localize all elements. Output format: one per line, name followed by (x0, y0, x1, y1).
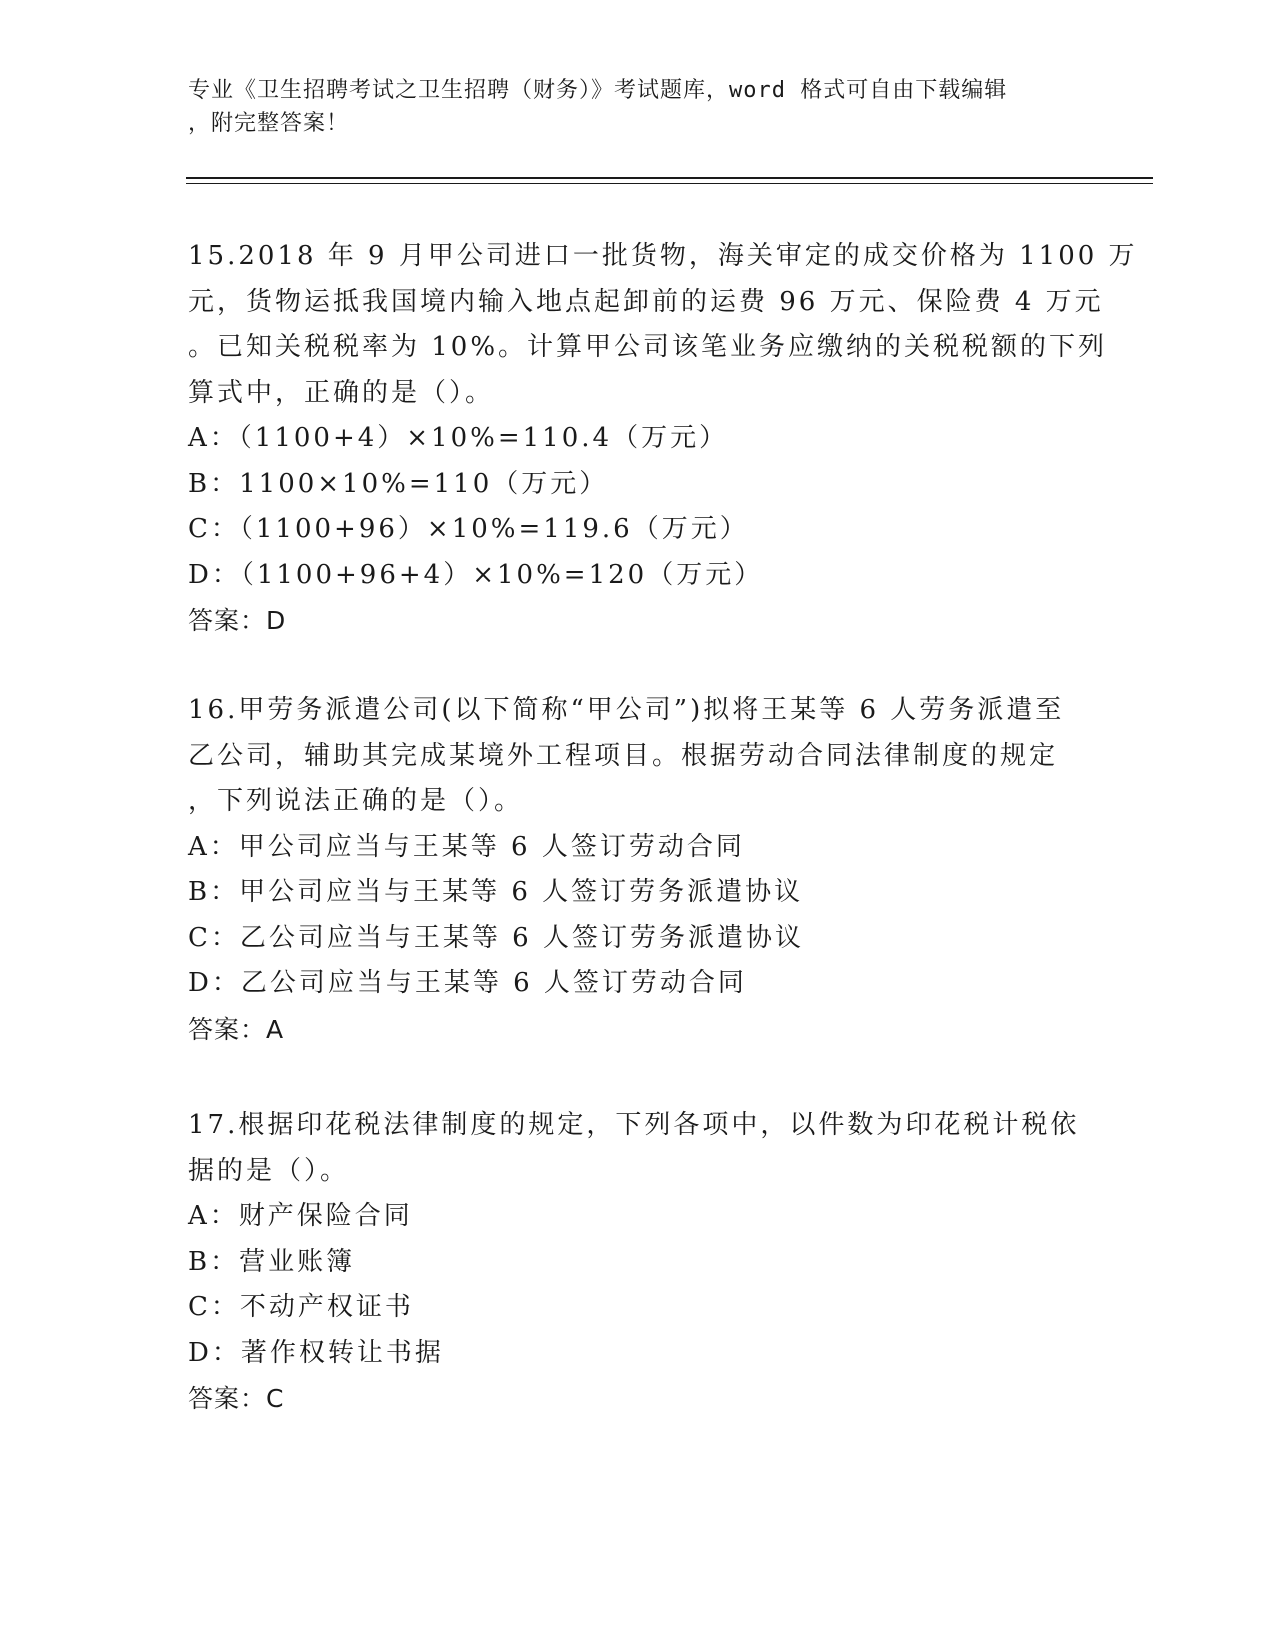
question-15 (188, 234, 1138, 644)
header-divider-thin (186, 183, 1153, 184)
question-stem-line: 15.2018 年 9 月甲公司进口一批货物，海关审定的成交价格为 1100 万 (188, 241, 1138, 271)
question-stem-line: 16.甲劳务派遣公司(以下简称“甲公司”)拟将王某等 6 人劳务派遣至 (188, 695, 1065, 725)
option-b: B：1100×10%=110（万元） (188, 468, 609, 499)
answer: 答案：C (188, 1384, 285, 1413)
option-c: C：不动产权证书 (188, 1292, 414, 1322)
question-stem-line: ，下列说法正确的是（）。 (188, 786, 524, 816)
question-stem-line: 算式中，正确的是（）。 (188, 377, 495, 408)
question-stem-line: 据的是（）。 (188, 1155, 350, 1186)
question-stem-line: 。已知关税税率为 10%。计算甲公司该笔业务应缴纳的关税税额的下列 (188, 332, 1108, 362)
header-divider (186, 177, 1153, 179)
option-d: D：（1100+96+4）×10%=120（万元） (188, 559, 764, 590)
answer: 答案：D (188, 606, 287, 635)
option-b: B：营业账簿 (188, 1246, 356, 1277)
header-line-1: 专业《卫生招聘考试之卫生招聘（财务）》考试题库，word 格式可自由下载编辑 (188, 78, 1008, 103)
question-16 (188, 688, 1088, 1052)
question-17 (188, 1103, 1088, 1422)
header-line-2: ，附完整答案！ (188, 111, 350, 136)
question-stem-line: 17.根据印花税法律制度的规定，下列各项中，以件数为印花税计税依 (188, 1110, 1080, 1140)
option-c: C：（1100+96）×10%=119.6（万元） (188, 514, 749, 544)
option-a: A：财产保险合同 (188, 1201, 413, 1231)
option-b: B：甲公司应当与王某等 6 人签订劳务派遣协议 (188, 877, 804, 907)
question-stem-line: 元，货物运抵我国境内输入地点起卸前的运费 96 万元、保险费 4 万元 (188, 286, 1104, 317)
question-stem-line: 乙公司，辅助其完成某境外工程项目。根据劳动合同法律制度的规定 (188, 740, 1059, 771)
document-header (188, 74, 1088, 140)
option-a: A：甲公司应当与王某等 6 人签订劳动合同 (188, 831, 745, 862)
option-d: D：乙公司应当与王某等 6 人签订劳动合同 (188, 968, 747, 998)
option-c: C：乙公司应当与王某等 6 人签订劳务派遣协议 (188, 922, 804, 953)
option-d: D：著作权转让书据 (188, 1337, 444, 1368)
option-a: A：（1100+4）×10%=110.4（万元） (188, 423, 729, 453)
answer: 答案：A (188, 1014, 285, 1044)
